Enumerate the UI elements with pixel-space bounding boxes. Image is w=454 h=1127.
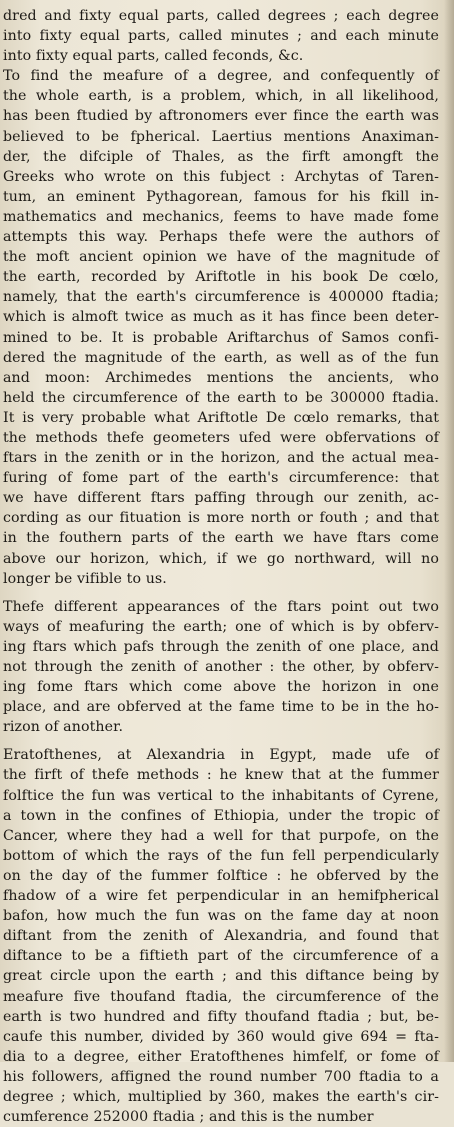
- text-line: caufe this number, divided by 360 would give 694 = fta-: [3, 1028, 439, 1045]
- text-line: attempts this way. Perhaps thefe were the authors of: [3, 229, 439, 246]
- text-line: the earth, recorded by Ariftotle in his book De cœlo,: [3, 269, 439, 286]
- text-line: diftant from the zenith of Alexandria, and found that: [3, 928, 439, 945]
- text-line: the methods thefe geometers ufed were obfervations of: [3, 429, 439, 446]
- text-line: the whole earth, is a problem, which, in all likelihood,: [3, 88, 439, 105]
- text-line: Eratofthenes, at Alexandria in Egypt, made ufe of: [3, 747, 439, 764]
- text-line: not through the zenith of another : the other, by obferv-: [3, 659, 439, 675]
- text-line: cording as our fituation is more north or fouth ; and that: [3, 510, 439, 527]
- text-line: dred and fixty equal parts, called degrees ; each degree: [3, 8, 439, 24]
- text-line: into fixty equal parts, called feconds, &c.: [3, 48, 304, 65]
- text-line: and moon: Archimedes mentions the ancients, who: [3, 369, 439, 386]
- paragraph-3: [3, 597, 439, 738]
- text-line: his followers, affigned the round number 700 ftadia to a: [3, 1068, 439, 1085]
- text-line: To find the meafure of a degree, and confequently of: [3, 68, 439, 85]
- text-line: It is very probable what Ariftotle De cœlo remarks, that: [3, 409, 439, 426]
- text-line: degree ; which, multiplied by 360, makes the earth's cir-: [3, 1088, 439, 1105]
- paragraph-2: [3, 66, 439, 588]
- text-line: which is almoft twice as much as it has fince been deter-: [3, 309, 439, 326]
- text-line: bottom of which the rays of the fun fell perpendicularly: [3, 847, 439, 864]
- text-line: rizon of another.: [3, 719, 124, 736]
- text-line: ftars in the zenith or in the horizon, and the actual mea-: [3, 450, 439, 467]
- text-line: above our horizon, which, if we go northward, will no: [3, 550, 439, 567]
- text-line: cumference 252000 ftadia ; and this is the number: [3, 1109, 374, 1126]
- text-line: in the fouthern parts of the earth we have ftars come: [3, 530, 439, 547]
- text-line: diftance to be a fiftieth part of the circumference of a: [3, 948, 439, 965]
- text-line: the firft of thefe methods : he knew that at the fummer: [3, 767, 439, 784]
- text-line: ing fome ftars which come above the horizon in one: [3, 679, 439, 696]
- text-line: der, the difciple of Thales, as the firft amongft the: [3, 148, 439, 165]
- text-line: fhadow of a wire fet perpendicular in an hemifpherical: [3, 888, 439, 905]
- text-line: namely, that the earth's circumference is 400000 ftadia;: [3, 289, 439, 306]
- text-line: tum, an eminent Pythagorean, famous for his fkill in-: [3, 188, 439, 205]
- text-line: meafure five thoufand ftadia, the circumference of the: [3, 988, 439, 1005]
- text-line: earth is two hundred and fifty thoufand ftadia ; but, be-: [3, 1008, 439, 1025]
- text-line: believed to be fpherical. Laertius mentions Anaximan-: [3, 128, 439, 145]
- text-line: furing of fome part of the earth's circumference: that: [3, 470, 439, 487]
- text-line: dia to a degree, either Eratofthenes himfelf, or fome of: [3, 1048, 439, 1065]
- text-line: mathematics and mechanics, feems to have made fome: [3, 208, 439, 225]
- paragraph-4: [3, 745, 439, 1127]
- text-line: ways of meafuring the earth; one of which is by obferv-: [3, 618, 439, 635]
- text-line: ing ftars which pafs through the zenith of one place, and: [3, 638, 439, 655]
- page-gutter-shadow: [444, 0, 454, 1062]
- text-line: held the circumference of the earth to be 300000 ftadia.: [3, 389, 439, 406]
- text-line: folftice the fun was vertical to the inhabitants of Cyrene,: [3, 787, 439, 804]
- text-line: into fixty equal parts, called minutes ; and each minute: [3, 28, 439, 45]
- text-line: longer be vifible to us.: [3, 570, 167, 587]
- text-column: [3, 6, 439, 1127]
- text-line: dered the magnitude of the earth, as well as of the fun: [3, 349, 439, 366]
- text-line: place, and are obferved at the fame time to be in the ho-: [3, 699, 439, 716]
- text-line: Greeks who wrote on this fubject : Archytas of Taren-: [3, 168, 439, 185]
- text-line: the moft ancient opinion we have of the magnitude of: [3, 249, 439, 266]
- text-line: bafon, how much the fun was on the fame day at noon: [3, 908, 439, 925]
- text-line: great circle upon the earth ; and this diftance being by: [3, 968, 439, 985]
- text-line: we have different ftars paffing through our zenith, ac-: [3, 490, 439, 507]
- text-line: Cancer, where they had a well for that purpofe, on the: [3, 827, 439, 844]
- paragraph-1: [3, 6, 439, 66]
- text-line: a town in the confines of Ethiopia, under the tropic of: [3, 807, 439, 824]
- text-line: on the day of the fummer folftice : he obferved by the: [3, 867, 439, 884]
- text-line: has been ftudied by aftronomers ever fince the earth was: [3, 108, 439, 125]
- text-line: Thefe different appearances of the ftars point out two: [3, 598, 439, 615]
- text-line: mined to be. It is probable Ariftarchus of Samos confi-: [3, 329, 439, 346]
